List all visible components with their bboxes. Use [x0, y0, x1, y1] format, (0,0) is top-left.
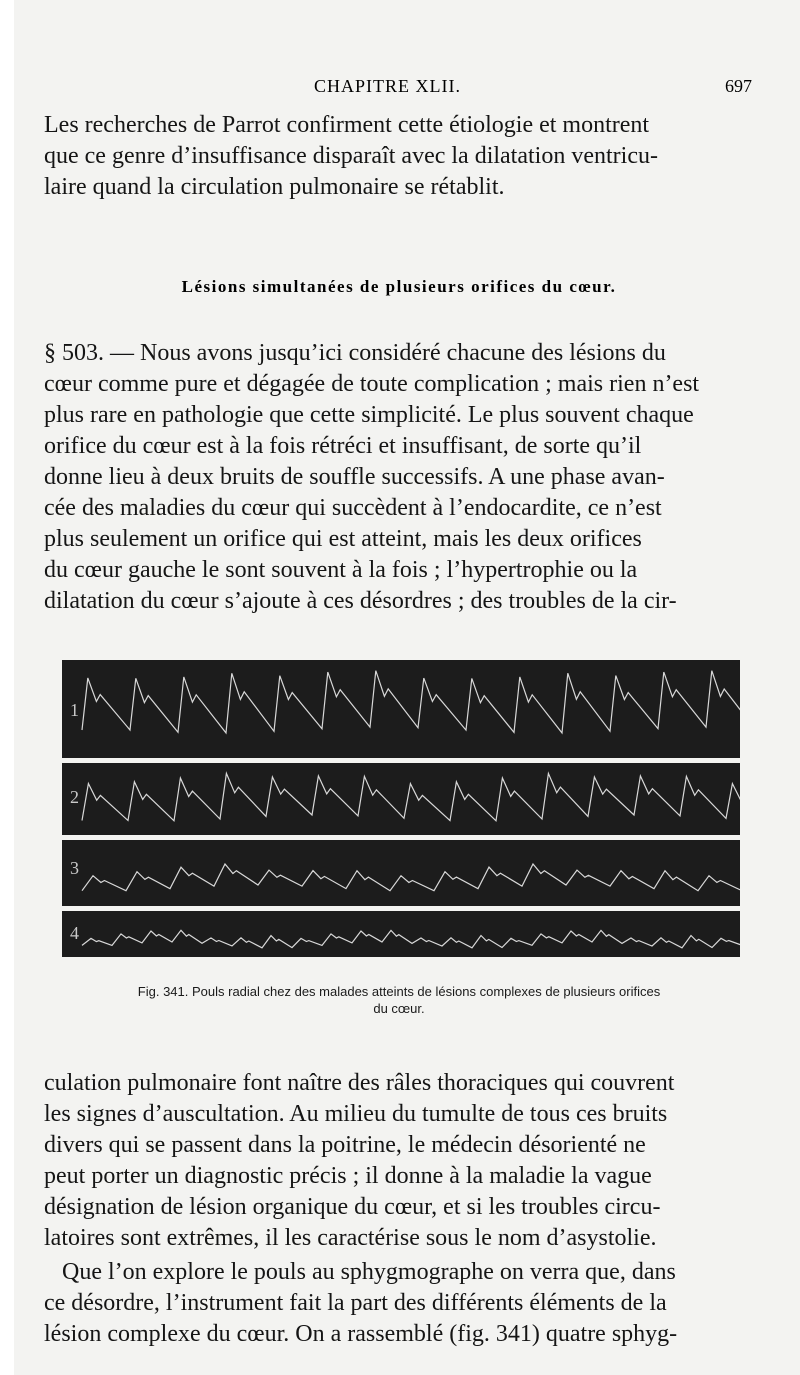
text-line: culation pulmonaire font naître des râles thoraciques qui couvrent: [44, 1070, 675, 1096]
section-heading: Lésions simultanées de plusieurs orifices du cœur.: [181, 277, 617, 296]
text-line: Que l’on explore le pouls au sphygmographe on verra que, dans: [62, 1259, 676, 1285]
text-line: peut porter un diagnostic précis ; il donne à la maladie la vague: [44, 1163, 652, 1189]
pulse-trace-strip-1: [62, 660, 740, 758]
strip-label-3: 3: [70, 858, 79, 878]
trace-line: [82, 864, 740, 891]
paragraph-1: [44, 110, 754, 203]
text-line: divers qui se passent dans la poitrine, le médecin désorienté ne: [44, 1132, 646, 1158]
pulse-trace-3: [62, 840, 740, 906]
caption-line: du cœur.: [373, 1001, 425, 1016]
pulse-trace-strip-2: [62, 763, 740, 835]
paragraph-4: [44, 1257, 754, 1350]
trace-line: [82, 671, 740, 733]
text-line: désignation de lésion organique du cœur, et si les troubles circu-: [44, 1194, 661, 1220]
text-line: plus rare en pathologie que cette simplicité. Le plus souvent chaque: [44, 402, 694, 428]
strip-label-4: 4: [70, 923, 79, 943]
text-line: ce désordre, l’instrument fait la part des différents éléments de la: [44, 1290, 667, 1316]
text-line: latoires sont extrêmes, il les caractérise sous le nom d’asystolie.: [44, 1225, 657, 1251]
page-number: 697: [725, 76, 752, 96]
text-line: lésion complexe du cœur. On a rassemblé (fig. 341) quatre sphyg-: [44, 1321, 678, 1347]
figure-caption: [44, 983, 754, 1017]
pulse-trace-1: [62, 660, 740, 758]
pulse-trace-strip-4: [62, 911, 740, 957]
paragraph-3: [44, 1068, 754, 1254]
text-line: que ce genre d’insuffisance disparaît avec la dilatation ventricu-: [44, 143, 658, 169]
pulse-trace-strip-3: [62, 840, 740, 906]
caption-line: Fig. 341. Pouls radial chez des malades atteints de lésions complexes de plusieurs orifices: [137, 984, 661, 999]
strip-label-1: 1: [70, 700, 79, 720]
paragraph-2: [44, 338, 754, 617]
pulse-trace-4: [62, 911, 740, 957]
text-line: cœur comme pure et dégagée de toute complication ; mais rien n’est: [44, 371, 700, 397]
text-line: orifice du cœur est à la fois rétréci et insuffisant, de sorte qu’il: [44, 433, 642, 459]
text-line: donne lieu à deux bruits de souffle successifs. A une phase avan-: [44, 464, 665, 490]
text-line: cée des maladies du cœur qui succèdent à l’endocardite, ce n’est: [44, 495, 662, 521]
text-line: du cœur gauche le sont souvent à la fois ; l’hypertrophie ou la: [44, 557, 638, 583]
chapter-title: CHAPITRE XLII.: [314, 76, 461, 96]
text-line: plus seulement un orifice qui est atteint, mais les deux orifices: [44, 526, 642, 552]
text-line: § 503. — Nous avons jusqu’ici considéré chacune des lésions du: [44, 340, 666, 366]
sphygmograph-figure: [62, 660, 740, 962]
text-line: dilatation du cœur s’ajoute à ces désordres ; des troubles de la cir-: [44, 588, 677, 614]
text-line: laire quand la circulation pulmonaire se rétablit.: [44, 174, 505, 200]
strip-label-2: 2: [70, 787, 79, 807]
running-head: [44, 76, 754, 100]
trace-line: [82, 930, 740, 948]
pulse-trace-2: [62, 763, 740, 835]
text-line: les signes d’auscultation. Au milieu du tumulte de tous ces bruits: [44, 1101, 668, 1127]
text-line: Les recherches de Parrot confirment cette étiologie et montrent: [44, 112, 650, 138]
trace-line: [82, 773, 740, 820]
